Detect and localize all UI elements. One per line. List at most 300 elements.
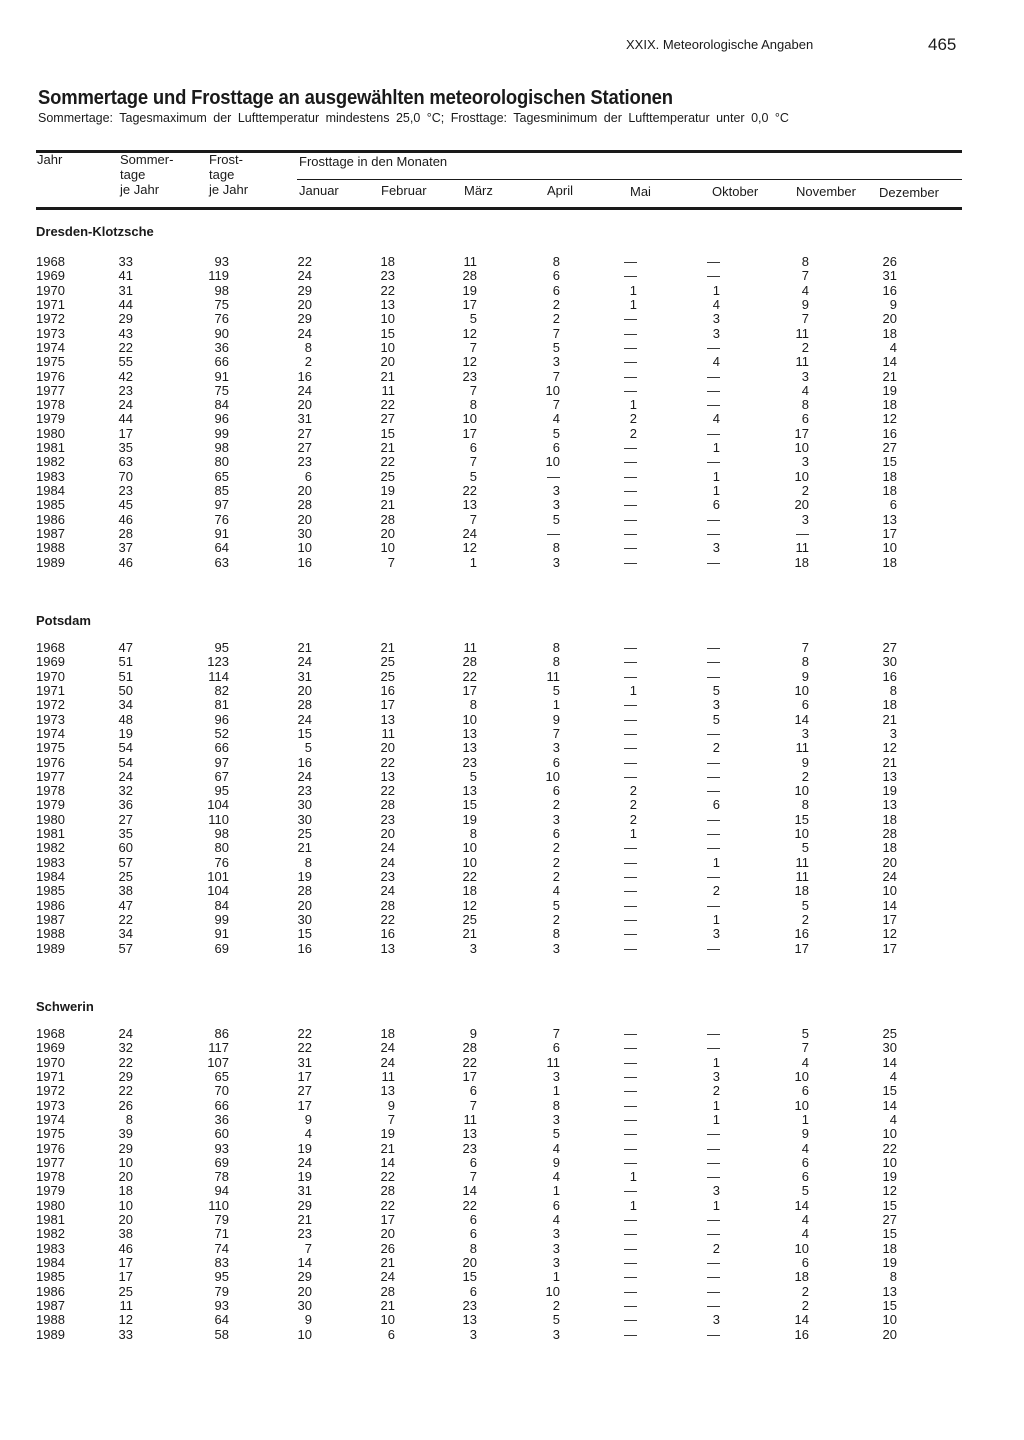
april-cell: 3: [552, 740, 560, 756]
summer-days-cell: 10: [118, 1197, 133, 1213]
table-row: [0, 727, 1024, 741]
may-cell: —: [624, 754, 637, 770]
december-cell: 18: [882, 325, 897, 341]
may-cell: —: [624, 268, 637, 284]
march-cell: 11: [463, 254, 477, 269]
summer-days-cell: 35: [118, 440, 133, 456]
october-cell: —: [707, 654, 720, 670]
january-cell: 31: [297, 411, 312, 427]
summer-days-cell: 29: [118, 1140, 133, 1156]
october-cell: —: [707, 640, 720, 655]
december-cell: 17: [882, 940, 897, 956]
march-cell: 13: [462, 725, 477, 741]
table-row: [0, 913, 1024, 927]
may-cell: —: [624, 1068, 637, 1084]
march-cell: 6: [469, 1154, 477, 1170]
december-cell: 18: [882, 397, 897, 413]
year-cell: 1985: [36, 883, 65, 899]
january-cell: 20: [297, 511, 312, 527]
october-cell: —: [707, 511, 720, 527]
march-cell: 5: [469, 768, 477, 784]
march-cell: 6: [469, 1212, 477, 1228]
january-cell: 19: [297, 1169, 312, 1185]
january-cell: 15: [297, 725, 312, 741]
february-cell: 20: [380, 1226, 395, 1242]
summer-days-cell: 47: [118, 640, 133, 655]
frost-days-cell: 114: [208, 668, 229, 684]
may-cell: —: [624, 1312, 637, 1328]
february-cell: 13: [380, 940, 395, 956]
april-cell: 5: [552, 339, 560, 355]
february-cell: 21: [380, 497, 395, 513]
may-cell: —: [624, 382, 637, 398]
december-cell: 30: [882, 1040, 897, 1056]
april-cell: 6: [552, 783, 560, 799]
april-cell: 3: [552, 940, 560, 956]
february-cell: 10: [380, 311, 395, 327]
january-cell: 30: [297, 811, 312, 827]
may-cell: 1: [629, 1169, 637, 1185]
frost-days-cell: 91: [214, 926, 229, 942]
november-cell: 10: [794, 468, 809, 484]
table-row: [0, 1170, 1024, 1184]
may-cell: —: [624, 740, 637, 756]
april-cell: 2: [552, 911, 560, 927]
april-cell: 8: [552, 540, 560, 556]
february-cell: 14: [380, 1154, 395, 1170]
table-row: [0, 827, 1024, 841]
year-cell: 1984: [36, 483, 65, 498]
february-cell: 28: [380, 797, 395, 813]
november-cell: 9: [801, 1126, 809, 1142]
may-cell: —: [624, 1212, 637, 1228]
december-cell: 12: [882, 411, 897, 427]
november-cell: 9: [801, 296, 809, 312]
frost-days-cell: 90: [214, 325, 229, 341]
march-cell: 17: [462, 296, 477, 312]
march-cell: 5: [469, 311, 477, 327]
november-cell: 10: [794, 682, 809, 698]
october-cell: 1: [712, 854, 720, 870]
january-cell: 19: [297, 1140, 312, 1156]
november-cell: 10: [794, 1240, 809, 1256]
november-cell: 11: [795, 540, 809, 556]
table-row: [0, 927, 1024, 941]
table-row: [0, 1099, 1024, 1113]
october-cell: —: [707, 668, 720, 684]
january-cell: 21: [297, 840, 312, 856]
frost-days-cell: 98: [214, 826, 229, 842]
may-cell: —: [624, 497, 637, 513]
summer-days-cell: 22: [118, 1083, 133, 1099]
february-cell: 19: [380, 483, 395, 498]
table-row: [0, 312, 1024, 326]
january-cell: 4: [304, 1126, 312, 1142]
november-cell: 10: [794, 783, 809, 799]
summer-days-cell: 42: [118, 368, 133, 384]
april-cell: 4: [552, 883, 560, 899]
january-cell: 30: [297, 797, 312, 813]
february-cell: 15: [380, 325, 395, 341]
summer-days-cell: 70: [118, 468, 133, 484]
frost-days-cell: 58: [214, 1326, 229, 1342]
table-row: [0, 255, 1024, 269]
table-row: [0, 1227, 1024, 1241]
frost-days-cell: 65: [214, 1068, 229, 1084]
december-cell: 4: [889, 1068, 897, 1084]
frost-days-cell: 81: [214, 697, 229, 713]
table-row: [0, 269, 1024, 283]
may-cell: 1: [629, 296, 637, 312]
may-cell: 2: [629, 797, 637, 813]
january-cell: 17: [297, 1097, 312, 1113]
february-cell: 19: [380, 1126, 395, 1142]
may-cell: —: [624, 1040, 637, 1056]
november-cell: 2: [801, 1283, 809, 1299]
station-block: [0, 641, 1024, 956]
february-cell: 24: [380, 1269, 395, 1285]
april-cell: 1: [552, 1083, 560, 1099]
year-cell: 1983: [36, 854, 65, 870]
year-cell: 1987: [36, 525, 65, 541]
summer-days-cell: 55: [118, 354, 133, 370]
table-row: [0, 1184, 1024, 1198]
november-cell: 6: [801, 1154, 809, 1170]
november-cell: 7: [801, 640, 809, 655]
march-cell: 7: [469, 511, 477, 527]
october-cell: —: [707, 525, 720, 541]
march-cell: 14: [462, 1183, 477, 1199]
march-cell: 12: [462, 325, 477, 341]
may-cell: —: [624, 654, 637, 670]
running-head: XXIX. Meteorologische Angaben: [626, 37, 814, 52]
year-cell: 1981: [36, 826, 65, 842]
february-cell: 16: [380, 926, 395, 942]
october-cell: —: [707, 1326, 720, 1342]
summer-days-cell: 24: [118, 397, 133, 413]
october-cell: 3: [712, 1068, 720, 1084]
december-cell: 16: [882, 425, 897, 441]
january-cell: 22: [297, 254, 312, 269]
table-row: [0, 813, 1024, 827]
frost-days-cell: 119: [208, 268, 229, 284]
may-cell: —: [624, 554, 637, 570]
frost-days-cell: 110: [208, 811, 229, 827]
march-cell: 8: [469, 1240, 477, 1256]
frost-days-cell: 36: [214, 1111, 229, 1127]
summer-days-cell: 45: [118, 497, 133, 513]
frost-days-cell: 110: [208, 1197, 229, 1213]
december-cell: 16: [882, 282, 897, 298]
march-cell: 7: [469, 382, 477, 398]
april-cell: 5: [552, 425, 560, 441]
october-cell: 3: [712, 311, 720, 327]
summer-days-cell: 54: [118, 740, 133, 756]
october-cell: 1: [712, 1054, 720, 1070]
january-cell: 23: [297, 783, 312, 799]
november-cell: 2: [801, 768, 809, 784]
october-cell: 3: [712, 1312, 720, 1328]
summer-days-cell: 23: [118, 483, 133, 498]
january-cell: 24: [297, 654, 312, 670]
summer-days-cell: 51: [118, 668, 133, 684]
april-cell: 6: [552, 440, 560, 456]
december-cell: 8: [889, 1269, 897, 1285]
march-cell: 10: [462, 854, 477, 870]
may-cell: 2: [629, 425, 637, 441]
november-cell: 5: [801, 897, 809, 913]
march-cell: 10: [462, 411, 477, 427]
april-cell: 3: [552, 1226, 560, 1242]
table-row: [0, 841, 1024, 855]
april-cell: 3: [552, 1240, 560, 1256]
summer-days-cell: 8: [125, 1111, 133, 1127]
table-row: [0, 713, 1024, 727]
october-cell: 2: [712, 883, 720, 899]
january-cell: 8: [304, 854, 312, 870]
march-cell: 5: [469, 468, 477, 484]
frost-days-cell: 83: [214, 1255, 229, 1270]
station-heading: Schwerin: [36, 999, 94, 1014]
may-cell: —: [624, 511, 637, 527]
february-cell: 21: [380, 440, 395, 456]
table-row: [0, 1213, 1024, 1227]
year-cell: 1980: [36, 1197, 65, 1213]
february-cell: 22: [380, 397, 395, 413]
header-month-october: Oktober: [712, 184, 759, 199]
may-cell: —: [624, 640, 637, 655]
frost-days-cell: 64: [214, 1312, 229, 1328]
december-cell: 24: [882, 869, 897, 884]
february-cell: 20: [380, 525, 395, 541]
frost-days-cell: 76: [214, 311, 229, 327]
december-cell: 15: [882, 1197, 897, 1213]
december-cell: 15: [882, 1083, 897, 1099]
table-row: [0, 1199, 1024, 1213]
table-row: [0, 684, 1024, 698]
march-cell: 11: [463, 1111, 477, 1127]
april-cell: 11: [546, 1054, 560, 1070]
year-cell: 1982: [36, 454, 65, 470]
table-row: [0, 355, 1024, 369]
february-cell: 17: [380, 1212, 395, 1228]
february-cell: 13: [380, 711, 395, 727]
march-cell: 20: [462, 1255, 477, 1270]
january-cell: 31: [297, 668, 312, 684]
header-frost-days: Frost- tage je Jahr: [209, 152, 249, 197]
frost-days-cell: 91: [214, 368, 229, 384]
october-cell: —: [707, 1226, 720, 1242]
january-cell: 21: [297, 1212, 312, 1228]
march-cell: 8: [469, 826, 477, 842]
october-cell: 4: [712, 411, 720, 427]
february-cell: 7: [387, 1111, 395, 1127]
november-cell: 14: [794, 1312, 809, 1328]
december-cell: 21: [882, 711, 897, 727]
table-row: [0, 541, 1024, 555]
april-cell: 4: [552, 1140, 560, 1156]
october-cell: —: [707, 368, 720, 384]
march-cell: 17: [462, 682, 477, 698]
november-cell: 6: [801, 1083, 809, 1099]
november-cell: 10: [794, 1068, 809, 1084]
november-cell: 20: [794, 497, 809, 513]
may-cell: —: [624, 540, 637, 556]
april-cell: 3: [552, 497, 560, 513]
december-cell: 13: [882, 511, 897, 527]
summer-days-cell: 27: [118, 811, 133, 827]
december-cell: 19: [882, 783, 897, 799]
summer-days-cell: 63: [118, 454, 133, 470]
table-row: [0, 1027, 1024, 1041]
march-cell: 7: [469, 1097, 477, 1113]
april-cell: 3: [552, 1068, 560, 1084]
january-cell: 31: [297, 1183, 312, 1199]
february-cell: 24: [380, 883, 395, 899]
may-cell: —: [624, 440, 637, 456]
table-row: [0, 527, 1024, 541]
page-subtitle: Sommertage: Tagesmaximum der Lufttemperatur mindestens 25,0 °C; Frosttage: Tagesminimum der Lufttemperatur unter 0,0 °C: [38, 111, 789, 125]
march-cell: 22: [462, 1197, 477, 1213]
frost-days-cell: 98: [214, 440, 229, 456]
march-cell: 6: [469, 1083, 477, 1099]
december-cell: 19: [882, 1255, 897, 1270]
april-cell: 4: [552, 1169, 560, 1185]
november-cell: 6: [801, 1255, 809, 1270]
february-cell: 13: [380, 296, 395, 312]
february-cell: 21: [380, 368, 395, 384]
january-cell: 28: [297, 883, 312, 899]
table-row: [0, 1299, 1024, 1313]
april-cell: 1: [552, 1269, 560, 1285]
table-row: [0, 756, 1024, 770]
may-cell: —: [624, 1140, 637, 1156]
may-cell: 2: [629, 411, 637, 427]
may-cell: —: [624, 1054, 637, 1070]
february-cell: 17: [380, 697, 395, 713]
frost-days-cell: 107: [207, 1054, 229, 1070]
november-cell: 11: [795, 740, 809, 756]
april-cell: 8: [552, 1097, 560, 1113]
april-cell: 10: [545, 382, 560, 398]
october-cell: 4: [712, 296, 720, 312]
november-cell: —: [796, 525, 809, 541]
april-cell: 9: [552, 711, 560, 727]
frost-days-cell: 93: [214, 254, 229, 269]
december-cell: 12: [882, 926, 897, 942]
january-cell: 20: [297, 682, 312, 698]
frost-days-cell: 60: [214, 1126, 229, 1142]
march-cell: 1: [469, 554, 477, 570]
year-cell: 1970: [36, 668, 65, 684]
frost-days-cell: 84: [214, 897, 229, 913]
summer-days-cell: 54: [118, 754, 133, 770]
october-cell: 3: [712, 697, 720, 713]
summer-days-cell: 38: [118, 1226, 133, 1242]
station-block: [0, 1027, 1024, 1342]
february-cell: 23: [380, 811, 395, 827]
february-cell: 18: [380, 254, 395, 269]
year-cell: 1978: [36, 783, 65, 799]
year-cell: 1987: [36, 911, 65, 927]
october-cell: 1: [712, 1097, 720, 1113]
year-cell: 1977: [36, 1154, 65, 1170]
april-cell: 2: [552, 854, 560, 870]
december-cell: 8: [889, 682, 897, 698]
march-cell: 6: [469, 440, 477, 456]
november-cell: 10: [794, 826, 809, 842]
november-cell: 10: [794, 440, 809, 456]
january-cell: 24: [297, 711, 312, 727]
table-row: [0, 870, 1024, 884]
january-cell: 7: [304, 1240, 312, 1256]
march-cell: 7: [469, 454, 477, 470]
january-cell: 20: [297, 483, 312, 498]
april-cell: 4: [552, 1212, 560, 1228]
frost-days-cell: 66: [214, 740, 229, 756]
december-cell: 18: [882, 811, 897, 827]
frost-days-cell: 75: [214, 382, 229, 398]
november-cell: 4: [801, 1212, 809, 1228]
january-cell: 24: [297, 382, 312, 398]
november-cell: 7: [801, 1040, 809, 1056]
december-cell: 13: [882, 1283, 897, 1299]
may-cell: —: [624, 1154, 637, 1170]
january-cell: 10: [297, 540, 312, 556]
summer-days-cell: 20: [118, 1212, 133, 1228]
summer-days-cell: 18: [118, 1183, 133, 1199]
may-cell: 1: [629, 682, 637, 698]
january-cell: 2: [304, 354, 312, 370]
april-cell: 2: [552, 797, 560, 813]
december-cell: 4: [889, 339, 897, 355]
february-cell: 22: [380, 1197, 395, 1213]
december-cell: 30: [882, 654, 897, 670]
year-cell: 1987: [36, 1297, 65, 1313]
december-cell: 10: [882, 883, 897, 899]
december-cell: 10: [882, 540, 897, 556]
may-cell: —: [624, 1240, 637, 1256]
may-cell: —: [624, 1297, 637, 1313]
summer-days-cell: 22: [118, 911, 133, 927]
frost-days-cell: 71: [214, 1226, 229, 1242]
march-cell: 23: [462, 1297, 477, 1313]
table-row: [0, 884, 1024, 898]
october-cell: —: [707, 254, 720, 269]
summer-days-cell: 17: [118, 1255, 133, 1270]
march-cell: 19: [462, 811, 477, 827]
november-cell: 11: [795, 854, 809, 870]
april-cell: 3: [552, 354, 560, 370]
frost-days-cell: 79: [214, 1283, 229, 1299]
year-cell: 1972: [36, 697, 65, 713]
frost-days-cell: 93: [214, 1140, 229, 1156]
october-cell: —: [707, 1126, 720, 1142]
january-cell: 29: [297, 282, 312, 298]
april-cell: —: [547, 525, 560, 541]
november-cell: 4: [801, 382, 809, 398]
march-cell: 8: [469, 697, 477, 713]
may-cell: —: [624, 1283, 637, 1299]
frost-days-cell: 98: [214, 282, 229, 298]
february-cell: 11: [381, 382, 395, 398]
frost-days-cell: 95: [214, 783, 229, 799]
table-row: [0, 370, 1024, 384]
frost-days-cell: 78: [214, 1169, 229, 1185]
november-cell: 16: [794, 926, 809, 942]
february-cell: 20: [380, 740, 395, 756]
may-cell: —: [624, 926, 637, 942]
